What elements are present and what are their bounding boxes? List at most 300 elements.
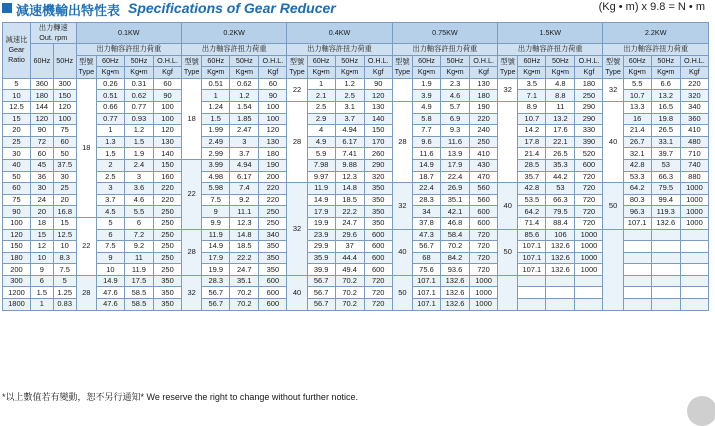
ohl-cell: 150 (154, 159, 182, 171)
unit-kgm-header: Kg•m (202, 67, 230, 79)
ohl-cell: 90 (364, 78, 392, 90)
ohl-cell (575, 275, 603, 287)
torque-50hz-cell: 24.7 (335, 217, 364, 229)
table-row (3, 217, 709, 229)
torque-50hz-cell: 2.5 (335, 90, 364, 102)
torque-60hz-cell: 7.98 (307, 159, 335, 171)
power-header: 0.75KW (392, 23, 497, 44)
rpm-50hz-cell: 10 (53, 241, 76, 253)
rpm-60hz-cell: 1 (30, 299, 53, 311)
torque-60hz-cell: 68 (413, 252, 441, 264)
torque-50hz-cell: 9.2 (124, 241, 153, 253)
torque-60hz-cell: 0.51 (202, 78, 230, 90)
torque-50hz-cell: 17.5 (124, 275, 153, 287)
torque-50hz-cell: 12.3 (335, 171, 364, 183)
torque-60hz-cell: 21.4 (623, 125, 651, 137)
torque-50hz-cell: 22.2 (335, 206, 364, 218)
torque-60hz-cell: 53.3 (623, 171, 651, 183)
torque-50hz-cell: 88.4 (546, 217, 575, 229)
rpm-50hz-cell: 8.3 (53, 252, 76, 264)
ohl-cell: 120 (154, 125, 182, 137)
col-ohl-header: O.H.L. (364, 55, 392, 67)
ratio-cell: 300 (3, 275, 31, 287)
torque-60hz-cell: 35.9 (307, 252, 335, 264)
torque-50hz-cell: 6.17 (230, 171, 259, 183)
torque-50hz-cell: 1.5 (124, 136, 153, 148)
ohl-cell (680, 275, 708, 287)
type-cell (392, 78, 412, 101)
torque-60hz-cell: 47.6 (96, 299, 124, 311)
torque-50hz-cell: 7.4 (230, 183, 259, 195)
torque-60hz-cell: 21.4 (518, 148, 546, 160)
ohl-cell: 720 (470, 229, 498, 241)
torque-50hz-cell: 79.5 (651, 183, 680, 195)
torque-60hz-cell (623, 299, 651, 311)
torque-60hz-cell: 96.3 (623, 206, 651, 218)
torque-60hz-cell (518, 299, 546, 311)
torque-60hz-cell: 2.1 (307, 90, 335, 102)
torque-60hz-cell (623, 229, 651, 241)
ohl-cell: 170 (364, 136, 392, 148)
ohl-cell: 520 (575, 148, 603, 160)
torque-60hz-cell: 9.97 (307, 171, 335, 183)
torque-header: 出力軸容許扭力荷重 (287, 44, 392, 56)
torque-50hz-cell: 2.3 (440, 78, 469, 90)
torque-50hz-cell: 6.6 (651, 78, 680, 90)
torque-60hz-cell: 9.9 (202, 217, 230, 229)
ohl-cell: 740 (680, 159, 708, 171)
torque-60hz-cell (623, 275, 651, 287)
rpm-50hz-cell: 1.25 (53, 287, 76, 299)
torque-50hz-cell (651, 241, 680, 253)
torque-60hz-cell: 107.1 (518, 252, 546, 264)
torque-header: 出力軸容許扭力荷重 (498, 44, 603, 56)
rpm-50hz-cell: 50 (53, 148, 76, 160)
ratio-cell: 100 (3, 217, 31, 229)
torque-50hz-cell: 4.8 (546, 78, 575, 90)
col-ohl-header: O.H.L. (680, 55, 708, 67)
table-row (3, 299, 709, 311)
torque-60hz-cell: 5.5 (623, 78, 651, 90)
col-ohl-header: O.H.L. (259, 55, 287, 67)
ohl-cell: 1000 (680, 183, 708, 195)
torque-50hz-cell: 7.2 (124, 229, 153, 241)
ohl-cell: 180 (575, 78, 603, 90)
ohl-cell: 100 (259, 113, 287, 125)
rpm-60hz-cell: 45 (30, 159, 53, 171)
torque-60hz-cell: 75.6 (413, 264, 441, 276)
rpm-50hz-cell: 120 (53, 101, 76, 113)
ohl-cell (575, 287, 603, 299)
table-row (3, 78, 709, 90)
torque-60hz-cell: 3 (96, 183, 124, 195)
torque-60hz-cell: 47.6 (96, 287, 124, 299)
ohl-cell: 250 (575, 90, 603, 102)
type-cell: 40 (498, 183, 518, 229)
type-label-en: Type (289, 66, 305, 76)
ohl-cell: 720 (575, 217, 603, 229)
rpm-50hz-cell: 60 (53, 136, 76, 148)
ohl-cell: 720 (470, 252, 498, 264)
torque-50hz-cell: 11.6 (440, 136, 469, 148)
torque-50hz-cell: 33.1 (651, 136, 680, 148)
torque-60hz-cell: 56.7 (413, 241, 441, 253)
torque-60hz-cell: 1.5 (96, 148, 124, 160)
title-marker (2, 3, 12, 13)
ohl-cell: 560 (470, 194, 498, 206)
torque-50hz-cell: 3.6 (124, 183, 153, 195)
torque-60hz-cell: 37.8 (413, 217, 441, 229)
ohl-cell: 1000 (680, 217, 708, 229)
torque-60hz-cell: 0.51 (96, 90, 124, 102)
col-50hz-header: 50Hz (124, 55, 153, 67)
rpm-60hz-cell: 9 (30, 264, 53, 276)
torque-60hz-cell: 1.3 (96, 136, 124, 148)
torque-50hz-cell: 0.77 (124, 101, 153, 113)
speed-60hz-header: 60Hz (30, 44, 53, 79)
torque-60hz-cell: 56.7 (202, 287, 230, 299)
ohl-cell: 250 (154, 241, 182, 253)
ohl-cell: 600 (259, 299, 287, 311)
unit-kgm-header: Kg•m (518, 67, 546, 79)
torque-60hz-cell: 0.66 (96, 101, 124, 113)
ohl-cell: 720 (575, 194, 603, 206)
torque-50hz-cell: 37 (335, 241, 364, 253)
torque-60hz-cell: 5 (96, 217, 124, 229)
torque-60hz-cell (518, 287, 546, 299)
torque-50hz-cell: 70.2 (230, 287, 259, 299)
torque-60hz-cell: 22.4 (413, 183, 441, 195)
torque-50hz-cell: 1.2 (230, 90, 259, 102)
ohl-cell: 220 (470, 113, 498, 125)
torque-50hz-cell: 93.6 (440, 264, 469, 276)
title-chinese: 減速機輸出特性表 (16, 3, 121, 18)
ohl-cell: 1000 (470, 299, 498, 311)
ohl-cell: 600 (259, 275, 287, 287)
type-cell: 22 (287, 78, 307, 101)
type-cell: 40 (287, 275, 307, 310)
type-cell: 32 (287, 183, 307, 276)
table-row (3, 264, 709, 276)
torque-60hz-cell: 10.7 (518, 113, 546, 125)
ohl-cell: 410 (470, 148, 498, 160)
ohl-cell: 250 (154, 229, 182, 241)
ohl-cell: 1000 (575, 229, 603, 241)
torque-50hz-cell: 4.94 (335, 125, 364, 137)
torque-50hz-cell: 13.2 (651, 90, 680, 102)
rpm-60hz-cell: 36 (30, 171, 53, 183)
torque-60hz-cell: 23.9 (307, 229, 335, 241)
torque-60hz-cell: 29.9 (307, 241, 335, 253)
torque-50hz-cell: 22.4 (440, 171, 469, 183)
torque-header: 出力軸容許扭力荷重 (603, 44, 709, 56)
torque-50hz-cell (651, 264, 680, 276)
torque-50hz-cell: 5.5 (124, 206, 153, 218)
type-cell: 22 (76, 217, 96, 275)
torque-50hz-cell: 26.5 (546, 148, 575, 160)
rpm-50hz-cell: 37.5 (53, 159, 76, 171)
ratio-cell: 20 (3, 125, 31, 137)
ohl-cell: 390 (575, 136, 603, 148)
ratio-cell: 1200 (3, 287, 31, 299)
torque-50hz-cell: 3 (230, 136, 259, 148)
rpm-60hz-cell: 20 (30, 206, 53, 218)
ohl-cell: 880 (680, 171, 708, 183)
unit-conversion: (Kg • m) x 9.8 = N • m (598, 1, 705, 13)
ratio-cell: 1800 (3, 299, 31, 311)
ohl-cell: 180 (470, 90, 498, 102)
torque-50hz-cell: 0.62 (230, 78, 259, 90)
torque-50hz-cell (546, 287, 575, 299)
ohl-cell (575, 299, 603, 311)
torque-50hz-cell: 19.8 (651, 113, 680, 125)
type-cell: 50 (603, 183, 623, 229)
torque-50hz-cell: 58.5 (124, 287, 153, 299)
torque-50hz-cell: 35.1 (230, 275, 259, 287)
torque-60hz-cell: 1 (202, 90, 230, 102)
torque-50hz-cell: 70.2 (335, 275, 364, 287)
type-cell (603, 229, 623, 310)
ohl-cell: 1000 (470, 287, 498, 299)
unit-kgm-header: Kg•m (230, 67, 259, 79)
ohl-cell: 290 (575, 113, 603, 125)
col-60hz-header: 60Hz (307, 55, 335, 67)
rpm-50hz-cell: 12.5 (53, 229, 76, 241)
torque-50hz-cell: 2.4 (124, 159, 153, 171)
ohl-cell: 360 (680, 113, 708, 125)
torque-50hz-cell (651, 229, 680, 241)
rpm-50hz-cell: 30 (53, 171, 76, 183)
rpm-60hz-cell: 72 (30, 136, 53, 148)
ohl-cell: 1000 (680, 194, 708, 206)
torque-60hz-cell (623, 241, 651, 253)
ohl-cell (680, 264, 708, 276)
torque-50hz-cell: 1.2 (335, 78, 364, 90)
torque-50hz-cell: 0.93 (124, 113, 153, 125)
torque-50hz-cell: 132.6 (440, 287, 469, 299)
torque-50hz-cell: 70.2 (335, 287, 364, 299)
torque-50hz-cell: 42.1 (440, 206, 469, 218)
ohl-cell: 120 (364, 90, 392, 102)
table-row (3, 252, 709, 264)
type-cell: 28 (287, 101, 307, 182)
ohl-cell: 320 (364, 171, 392, 183)
disclaimer-note: *以上數值若有變動，恕不另行通知* We reserve the right to change without further notice. (2, 392, 358, 402)
torque-60hz-cell: 80.3 (623, 194, 651, 206)
torque-50hz-cell: 106 (546, 229, 575, 241)
torque-60hz-cell: 71.4 (518, 217, 546, 229)
type-label-cn: 型號 (289, 56, 305, 66)
ohl-cell: 100 (259, 101, 287, 113)
rpm-60hz-cell: 1.5 (30, 287, 53, 299)
torque-60hz-cell: 19.9 (202, 264, 230, 276)
rpm-50hz-cell: 150 (53, 90, 76, 102)
ohl-cell: 600 (364, 229, 392, 241)
torque-50hz-cell: 35.1 (440, 194, 469, 206)
torque-60hz-cell: 28.5 (518, 159, 546, 171)
rpm-50hz-cell: 16.8 (53, 206, 76, 218)
torque-60hz-cell: 7.5 (96, 241, 124, 253)
type-cell: 32 (181, 275, 201, 310)
ohl-cell: 350 (154, 275, 182, 287)
type-label-cn: 型號 (184, 56, 199, 66)
unit-kgf-header: Kgf (680, 67, 708, 79)
col-ohl-header: O.H.L. (575, 55, 603, 67)
torque-60hz-cell: 35.7 (518, 171, 546, 183)
torque-50hz-cell: 13.2 (546, 113, 575, 125)
ohl-cell: 720 (470, 264, 498, 276)
torque-50hz-cell: 11.1 (230, 206, 259, 218)
unit-kgm-header: Kg•m (124, 67, 153, 79)
ohl-cell: 350 (259, 241, 287, 253)
ratio-cell: 25 (3, 136, 31, 148)
torque-60hz-cell: 56.7 (307, 275, 335, 287)
col-50hz-header: 50Hz (546, 55, 575, 67)
ohl-cell: 1000 (680, 206, 708, 218)
ohl-cell: 1000 (575, 252, 603, 264)
type-cell: 22 (181, 159, 201, 229)
ohl-cell: 600 (364, 252, 392, 264)
torque-60hz-cell: 14.9 (307, 194, 335, 206)
torque-60hz-cell: 7.1 (518, 90, 546, 102)
title-english: Specifications of Gear Reducer (128, 0, 336, 16)
torque-50hz-cell: 1.54 (230, 101, 259, 113)
rpm-50hz-cell: 7.5 (53, 264, 76, 276)
ohl-cell (680, 287, 708, 299)
torque-50hz-cell: 18.5 (230, 241, 259, 253)
torque-50hz-cell: 29.6 (335, 229, 364, 241)
torque-60hz-cell (623, 287, 651, 299)
ohl-cell: 720 (364, 299, 392, 311)
ohl-cell: 250 (154, 252, 182, 264)
torque-50hz-cell: 8.8 (546, 90, 575, 102)
torque-50hz-cell: 18.5 (335, 194, 364, 206)
ohl-cell: 600 (364, 241, 392, 253)
torque-50hz-cell: 53 (651, 159, 680, 171)
type-label-cn: 型號 (605, 56, 621, 66)
ohl-cell: 190 (259, 159, 287, 171)
table-row (3, 90, 709, 102)
torque-60hz-cell: 2 (96, 159, 124, 171)
torque-60hz-cell: 11.6 (413, 148, 441, 160)
ohl-cell (680, 241, 708, 253)
torque-60hz-cell (623, 264, 651, 276)
rpm-60hz-cell: 90 (30, 125, 53, 137)
torque-header: 出力軸容許扭力荷重 (392, 44, 497, 56)
rpm-60hz-cell: 18 (30, 217, 53, 229)
torque-60hz-cell: 0.26 (96, 78, 124, 90)
torque-50hz-cell (546, 299, 575, 311)
unit-kgf-header: Kgf (470, 67, 498, 79)
col-ohl-header: O.H.L. (154, 55, 182, 67)
torque-50hz-cell: 99.4 (651, 194, 680, 206)
rpm-60hz-cell: 6 (30, 275, 53, 287)
torque-60hz-cell: 6 (96, 229, 124, 241)
torque-50hz-cell: 53 (546, 183, 575, 195)
torque-60hz-cell: 14.9 (96, 275, 124, 287)
torque-60hz-cell: 2.49 (202, 136, 230, 148)
torque-60hz-cell: 13.3 (623, 101, 651, 113)
rpm-50hz-cell: 300 (53, 78, 76, 90)
torque-60hz-cell: 16 (623, 113, 651, 125)
torque-50hz-cell: 2.47 (230, 125, 259, 137)
torque-60hz-cell: 3.7 (96, 194, 124, 206)
ratio-cell: 150 (3, 241, 31, 253)
torque-50hz-cell: 39.7 (651, 148, 680, 160)
type-label-cn: 型號 (395, 56, 410, 66)
ohl-cell: 720 (470, 241, 498, 253)
torque-60hz-cell: 3.5 (518, 78, 546, 90)
torque-50hz-cell: 49.4 (335, 264, 364, 276)
table-row (3, 229, 709, 241)
rpm-60hz-cell: 24 (30, 194, 53, 206)
ohl-cell: 250 (154, 217, 182, 229)
power-header: 0.1KW (76, 23, 181, 44)
rpm-50hz-cell: 0.83 (53, 299, 76, 311)
power-header: 0.4KW (287, 23, 392, 44)
torque-50hz-cell: 22.1 (546, 136, 575, 148)
type-cell (498, 275, 518, 310)
rpm-50hz-cell: 25 (53, 183, 76, 195)
unit-kgm-header: Kg•m (546, 67, 575, 79)
torque-60hz-cell: 9 (202, 206, 230, 218)
ratio-header: 減速比 Gear Ratio (3, 23, 31, 79)
torque-50hz-cell: 12.3 (230, 217, 259, 229)
ohl-cell: 410 (680, 125, 708, 137)
unit-kgf-header: Kgf (364, 67, 392, 79)
torque-60hz-cell: 19.9 (307, 217, 335, 229)
ohl-cell: 140 (364, 113, 392, 125)
torque-60hz-cell: 14.2 (518, 125, 546, 137)
ratio-cell: 50 (3, 171, 31, 183)
col-50hz-header: 50Hz (651, 55, 680, 67)
ohl-cell: 350 (259, 252, 287, 264)
torque-50hz-cell: 70.2 (335, 299, 364, 311)
ohl-cell: 130 (154, 136, 182, 148)
table-row (3, 275, 709, 287)
torque-50hz-cell: 70.2 (230, 299, 259, 311)
ohl-cell (680, 252, 708, 264)
rpm-60hz-cell: 10 (30, 252, 53, 264)
torque-60hz-cell: 9.6 (413, 136, 441, 148)
ohl-cell: 710 (680, 148, 708, 160)
unit-kgm-header: Kg•m (623, 67, 651, 79)
type-header (392, 55, 412, 78)
type-cell: 28 (76, 275, 96, 310)
torque-60hz-cell: 1.24 (202, 101, 230, 113)
table-row (3, 136, 709, 148)
torque-60hz-cell: 17.9 (202, 252, 230, 264)
type-header (498, 55, 518, 78)
power-header: 1.5KW (498, 23, 603, 44)
torque-header: 出力軸容許扭力荷重 (76, 44, 181, 56)
torque-60hz-cell: 5.98 (202, 183, 230, 195)
torque-50hz-cell: 6.17 (335, 136, 364, 148)
ratio-cell: 5 (3, 78, 31, 90)
unit-kgm-header: Kg•m (413, 67, 441, 79)
type-cell: 50 (498, 229, 518, 275)
torque-50hz-cell: 6 (124, 217, 153, 229)
ohl-cell: 350 (364, 217, 392, 229)
torque-60hz-cell: 8.9 (518, 101, 546, 113)
rpm-60hz-cell: 60 (30, 148, 53, 160)
type-cell: 32 (498, 78, 518, 101)
torque-50hz-cell: 26.9 (440, 183, 469, 195)
torque-50hz-cell: 9.2 (230, 194, 259, 206)
ohl-cell: 350 (364, 206, 392, 218)
ohl-cell: 600 (364, 264, 392, 276)
col-60hz-header: 60Hz (623, 55, 651, 67)
